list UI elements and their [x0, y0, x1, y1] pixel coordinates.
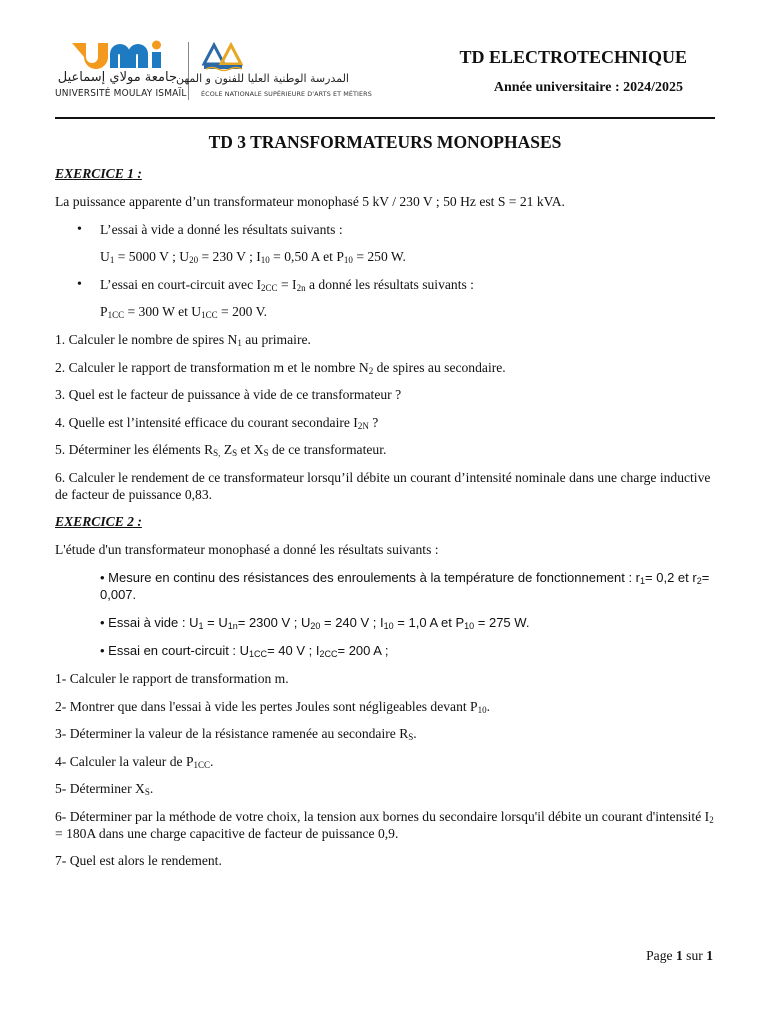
page-title: TD 3 TRANSFORMATEURS MONOPHASES — [208, 132, 562, 152]
exercise-1-intro: La puissance apparente d’un transformateur monophasé 5 kV / 230 V ; 50 Hz est S = 21 kVA. — [55, 194, 565, 209]
ex1-question-4: 4. Quelle est l’intensité efficace du courant secondaire $I_{2N}$ ? — [55, 414, 379, 431]
ex1-shortcircuit-values: $P_{1CC} = 300$ W et $U_{1CC} = 200$ V. — [100, 304, 268, 320]
umi-logo — [55, 40, 187, 104]
ex1-noload-values: $U_1 = 5000$ V ; $U_{20} = 230$ V ; $I_{10} = 0,50$ A et $P_{10} = 250$ W. — [100, 249, 406, 265]
ex1-question-5: 5. Déterminer les éléments $R_{S,}$ $Z_S$ et $X_S$ de ce transformateur. — [55, 442, 387, 458]
page-of: sur — [686, 948, 703, 963]
ensam-logo — [175, 42, 372, 104]
ensam-logo-icon — [201, 42, 251, 72]
ex2-item-resistance: • Mesure en continu des résistances des enroulements à la température de fonctionnement : $r_1= 0,2$ et $r_2= 0,007$. — [100, 570, 710, 602]
exercise-1-heading: EXERCICE 1 : — [55, 166, 142, 181]
ex2-question-5: 5- Déterminer $X_S$. — [55, 781, 154, 797]
ex2-question-3: 3- Déterminer la valeur de la résistance ramenée au secondaire $R_S$. — [55, 726, 417, 742]
ex2-question-7: 7- Quel est alors le rendement. — [55, 853, 222, 868]
ensam-arabic-name: المدرسة الوطنية العليا للفنون و المهن — [175, 72, 349, 85]
ex2-question-1: 1- Calculer le rapport de transformation m. — [55, 671, 289, 686]
umi-logo-icon — [70, 40, 175, 70]
umi-arabic-name: جامعة مولاي إسماعيل — [57, 70, 177, 85]
exercise-2-heading: EXERCICE 2 : — [55, 514, 142, 529]
ex2-item-noload: • Essai à vide : $U_1 = U_{1n}= 2300$ V ; $U_{20} = 240$ V ; $I_{10} = 1,0$ A et $P_{10} = 275$ W. — [100, 615, 530, 631]
ex2-item-shortcircuit: • Essai en court-circuit : $U_{1CC}= 40$ V ; $I_{2CC}= 200$ A ; — [100, 643, 389, 659]
header-divider — [55, 117, 715, 119]
ex1-question-6: 6. Calculer le rendement de ce transformateur lorsqu’il débite un courant d’intensité nominale dans une charge inductive de facteur de puissance 0,83. — [55, 469, 711, 502]
umi-latin-name: UNIVERSITÉ MOULAY ISMAÏL — [55, 88, 187, 99]
exercise-2-intro: L'étude d'un transformateur monophasé a donné les résultats suivants : — [55, 542, 439, 557]
ex2-question-2: 2- Montrer que dans l'essai à vide les pertes Joules sont négligeables devant $P_{10}$. — [55, 698, 491, 715]
ex2-question-4: 4- Calculer la valeur de $P_{1CC}$. — [55, 753, 214, 770]
ex1-question-3: 3. Quel est le facteur de puissance à vide de ce transformateur ? — [55, 387, 402, 402]
page-header — [55, 38, 715, 116]
document-body — [55, 134, 715, 880]
page-total: 1 — [706, 948, 713, 963]
logo-divider — [188, 42, 189, 100]
page-footer — [646, 948, 713, 964]
ex1-bullet-noload: • L’essai à vide a donné les résultats suivants : — [55, 221, 715, 238]
page-number: 1 — [675, 948, 683, 963]
page-label: Page — [646, 948, 673, 963]
ex2-question-6: 6- Déterminer par la méthode de votre choix, la tension aux bornes du secondaire lorsqu'il débite un courant d'intensité $I_2 = 180A$ dans une charge capacitive de facteur de puissance 0,9. — [55, 808, 714, 841]
ex1-question-1: 1. Calculer le nombre de spires $N_1$ au primaire. — [55, 332, 311, 348]
ensam-latin-name: ÉCOLE NATIONALE SUPÉRIEURE D'ARTS ET MÉTIERS — [201, 90, 372, 98]
ex1-question-2: 2. Calculer le rapport de transformation m et le nombre $N_2$ de spires au secondaire. — [55, 359, 506, 376]
ex2-measurements — [55, 569, 715, 659]
course-title: TD ELECTROTECHNIQUE — [459, 47, 687, 67]
academic-year: Année universitaire : 2024/2025 — [493, 80, 683, 95]
ex1-bullet-shortcircuit: • L’essai en court-circuit avec $I_{2CC} = I_{2n}$ a donné les résultats suivants : — [55, 276, 715, 293]
